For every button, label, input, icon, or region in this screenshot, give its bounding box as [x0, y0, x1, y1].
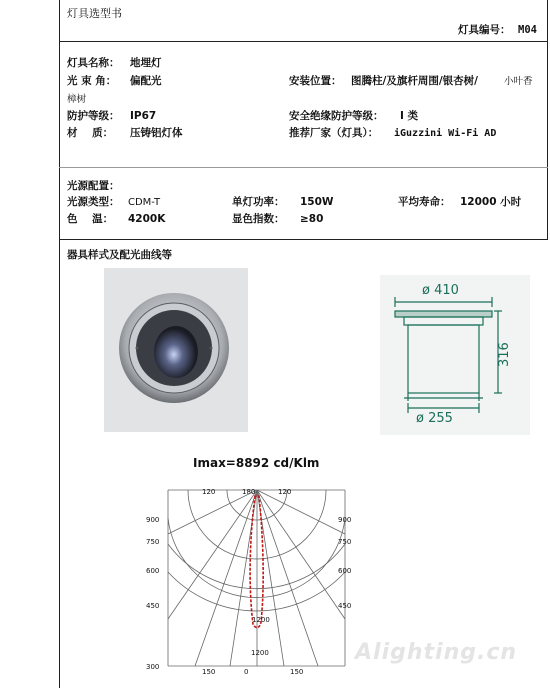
scale-right-450: 450 — [338, 602, 352, 610]
scale-left-750: 750 — [146, 538, 160, 546]
install-location-value: 图腾柱/及旗杆周围/银杏树/ — [351, 75, 479, 87]
lifetime-value: 12000 小时 — [460, 196, 522, 208]
table-left-border — [59, 0, 60, 688]
inner-label-2: 1200 — [251, 649, 269, 657]
install-location-tail: 小叶香 — [504, 76, 533, 87]
material-value: 压铸铝灯体 — [130, 127, 183, 139]
cri-value: ≥80 — [300, 213, 324, 225]
material-label: 材 质： — [67, 127, 114, 139]
color-temp-value: 4200K — [128, 213, 166, 225]
watermark: Alighting.cn — [355, 640, 518, 665]
manufacturer-label: 推荐厂家（灯具）： — [289, 127, 379, 139]
power-label: 单灯功率： — [232, 196, 285, 208]
fixture-name-label: 灯具名称： — [67, 57, 120, 69]
dim-side-label: 316 — [497, 342, 512, 367]
figures-section-label: 器具样式及配光曲线等 — [67, 249, 172, 261]
color-temp-label: 色 温： — [67, 213, 114, 225]
protection-level-value: IP67 — [130, 110, 157, 122]
table-right-border-top — [547, 0, 548, 240]
light-type-value: CDM-T — [128, 197, 161, 208]
angle-top-left: 120 — [202, 488, 216, 496]
insulation-label: 安全绝缘防护等级： — [289, 110, 384, 122]
light-source-section-label: 光源配置： — [67, 180, 120, 192]
fixture-number-value: M04 — [518, 24, 537, 36]
fixture-photo — [104, 268, 248, 432]
power-value: 150W — [300, 196, 334, 208]
document-title: 灯具选型书 — [67, 7, 122, 20]
light-section-divider-bottom — [59, 239, 548, 240]
fixture-number-label: 灯具编号： — [458, 24, 511, 36]
manufacturer-value: iGuzzini Wi-Fi AD — [394, 128, 497, 139]
scale-left-900: 900 — [146, 516, 160, 524]
beam-angle-label: 光 束 角： — [67, 75, 117, 87]
light-type-label: 光源类型： — [67, 196, 120, 208]
scale-right-900: 900 — [338, 516, 352, 524]
dim-top-label: ø 410 — [422, 283, 459, 298]
install-location-wrap: 樟树 — [67, 94, 87, 105]
scale-right-600: 600 — [338, 567, 352, 575]
scale-left-300: 300 — [146, 663, 160, 671]
install-location-label: 安装位置： — [289, 75, 342, 87]
scale-left-600: 600 — [146, 567, 160, 575]
beam-angle-value: 偏配光 — [130, 75, 162, 87]
header-divider — [59, 41, 548, 42]
angle-bottom-left: 150 — [202, 668, 216, 676]
scale-right-750: 750 — [338, 538, 352, 546]
dim-bottom-label: ø 255 — [416, 411, 453, 426]
imax-label: Imax=8892 cd/Klm — [193, 456, 320, 470]
polar-diagram — [140, 452, 390, 684]
angle-top-mid: 180 — [242, 488, 256, 496]
lifetime-label: 平均寿命： — [398, 196, 451, 208]
inner-label-1: 1200 — [252, 616, 270, 624]
angle-bottom-right: 150 — [290, 668, 304, 676]
dimension-drawing — [380, 275, 530, 435]
protection-level-label: 防护等级： — [67, 110, 120, 122]
scale-left-450: 450 — [146, 602, 160, 610]
angle-top-right: 120 — [278, 488, 292, 496]
cri-label: 显色指数： — [232, 213, 285, 225]
insulation-value: I 类 — [400, 110, 419, 122]
fixture-name-value: 地埋灯 — [130, 57, 162, 69]
light-section-divider-top — [59, 167, 548, 168]
angle-bottom-mid: 0 — [244, 668, 249, 676]
